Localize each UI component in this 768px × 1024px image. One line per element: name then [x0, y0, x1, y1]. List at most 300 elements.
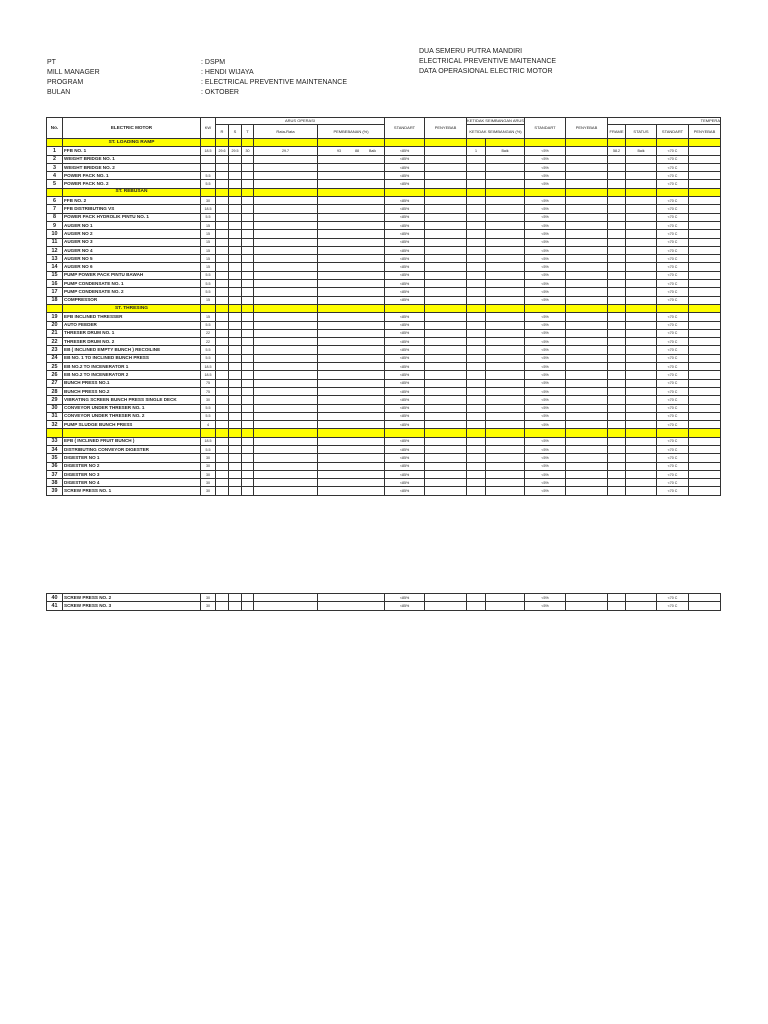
current-r	[216, 205, 229, 213]
current-r	[216, 462, 229, 470]
load-standard: <85%	[385, 255, 425, 263]
imbalance-cause	[566, 263, 608, 271]
temp-cause	[689, 412, 721, 420]
motor-name: WEIGHT BRIDGE NO. 2	[63, 163, 201, 171]
imbalance-cause	[566, 172, 608, 180]
load-percent	[318, 197, 385, 205]
current-t	[242, 221, 254, 229]
imbalance-value	[467, 172, 486, 180]
load-standard: <85%	[385, 445, 425, 453]
table-row	[47, 296, 721, 304]
imbalance-cause	[566, 230, 608, 238]
row-no: 10	[47, 230, 63, 238]
imbalance-cause	[566, 354, 608, 362]
imbalance-cause	[566, 379, 608, 387]
current-s	[229, 230, 242, 238]
motor-kw: 30	[201, 602, 216, 610]
current-t	[242, 379, 254, 387]
section-cell	[63, 429, 201, 437]
value-bulan: : OKTOBER	[201, 89, 239, 96]
table-row	[47, 147, 721, 155]
load-standard: <85%	[385, 387, 425, 395]
header-standart-3: STANDART	[657, 125, 689, 139]
motor-kw: 30	[201, 479, 216, 487]
imbalance-cause	[566, 180, 608, 188]
temp-cause	[689, 147, 721, 155]
section-cell	[425, 139, 467, 147]
section-cell	[689, 429, 721, 437]
value-program: : ELECTRICAL PREVENTIVE MAINTENANCE	[201, 79, 347, 86]
load-percent	[318, 246, 385, 254]
imbalance-status	[486, 221, 525, 229]
load-standard: <85%	[385, 205, 425, 213]
load-value: 93	[337, 148, 341, 153]
load-percent	[318, 230, 385, 238]
load-cause	[425, 346, 467, 354]
imbalance-standard: <5%	[525, 255, 566, 263]
current-t	[242, 255, 254, 263]
table-row	[47, 313, 721, 321]
motor-name: PUMP POWER PACK PINTU BAWAH	[63, 271, 201, 279]
imbalance-standard: <5%	[525, 404, 566, 412]
load-percent	[318, 470, 385, 478]
load-cause	[425, 271, 467, 279]
imbalance-value	[467, 421, 486, 429]
current-r	[216, 470, 229, 478]
current-s	[229, 387, 242, 395]
temp-frame	[608, 221, 626, 229]
load-standard: <85%	[385, 371, 425, 379]
imbalance-standard: <5%	[525, 296, 566, 304]
motor-kw: 18.5	[201, 437, 216, 445]
imbalance-cause	[566, 255, 608, 263]
imbalance-value	[467, 288, 486, 296]
temp-status	[626, 338, 657, 346]
section-cell	[318, 139, 385, 147]
temp-frame	[608, 479, 626, 487]
section-cell	[47, 429, 63, 437]
current-average	[254, 487, 318, 495]
load-cause	[425, 263, 467, 271]
current-s	[229, 321, 242, 329]
current-r	[216, 379, 229, 387]
row-no: 27	[47, 379, 63, 387]
temp-standard: <70 C	[657, 445, 689, 453]
header-s: S	[229, 125, 242, 139]
current-s	[229, 421, 242, 429]
load-standard: <85%	[385, 213, 425, 221]
motor-table-continued	[46, 593, 721, 611]
table-row	[47, 379, 721, 387]
temp-cause	[689, 371, 721, 379]
imbalance-value	[467, 371, 486, 379]
row-no: 19	[47, 313, 63, 321]
table-row	[47, 371, 721, 379]
current-average	[254, 445, 318, 453]
temp-cause	[689, 338, 721, 346]
load-cause	[425, 470, 467, 478]
imbalance-value	[467, 271, 486, 279]
imbalance-cause	[566, 363, 608, 371]
temp-status	[626, 445, 657, 453]
load-standard: <85%	[385, 155, 425, 163]
load-value-2: 88	[355, 148, 359, 153]
load-standard: <85%	[385, 602, 425, 610]
imbalance-standard: <5%	[525, 221, 566, 229]
motor-name: EB NO.2 TO INCENERATOR 2	[63, 371, 201, 379]
imbalance-status	[486, 454, 525, 462]
current-r	[216, 602, 229, 610]
imbalance-status	[486, 354, 525, 362]
section-cell	[626, 304, 657, 312]
current-s	[229, 329, 242, 337]
load-percent	[318, 238, 385, 246]
section-cell	[201, 429, 216, 437]
temp-frame	[608, 321, 626, 329]
temp-standard: <70 C	[657, 321, 689, 329]
motor-name: VIBRATING SCREEN BUNCH PRESS SINGLE DECK	[63, 396, 201, 404]
imbalance-standard: <5%	[525, 462, 566, 470]
imbalance-status	[486, 321, 525, 329]
imbalance-value	[467, 205, 486, 213]
current-r	[216, 271, 229, 279]
row-no: 24	[47, 354, 63, 362]
header-frame: FRAME	[608, 125, 626, 139]
header-standart-1: STANDART	[385, 118, 425, 139]
temp-standard: <70 C	[657, 602, 689, 610]
load-cause	[425, 371, 467, 379]
motor-name: BUNCH PRESS NO.1	[63, 379, 201, 387]
imbalance-cause	[566, 205, 608, 213]
current-r	[216, 346, 229, 354]
current-s	[229, 205, 242, 213]
temp-frame	[608, 329, 626, 337]
section-cell	[608, 188, 626, 196]
imbalance-status	[486, 487, 525, 495]
table-row	[47, 602, 721, 610]
imbalance-status	[486, 155, 525, 163]
imbalance-standard: <5%	[525, 338, 566, 346]
current-t	[242, 421, 254, 429]
imbalance-status	[486, 379, 525, 387]
row-no: 33	[47, 437, 63, 445]
temp-status	[626, 221, 657, 229]
company-header	[419, 47, 556, 77]
temp-status	[626, 387, 657, 395]
table-row	[47, 346, 721, 354]
motor-name: DIGESTER NO 4	[63, 479, 201, 487]
current-t	[242, 163, 254, 171]
imbalance-status	[486, 197, 525, 205]
temp-frame	[608, 213, 626, 221]
load-cause	[425, 213, 467, 221]
motor-kw: 5.5	[201, 280, 216, 288]
imbalance-cause	[566, 404, 608, 412]
section-cell	[385, 429, 425, 437]
imbalance-value	[467, 479, 486, 487]
temp-standard: <70 C	[657, 147, 689, 155]
imbalance-standard: <5%	[525, 155, 566, 163]
table-row	[47, 354, 721, 362]
current-s	[229, 404, 242, 412]
imbalance-value	[467, 396, 486, 404]
load-standard: <85%	[385, 296, 425, 304]
temp-status	[626, 412, 657, 420]
row-no: 23	[47, 346, 63, 354]
current-t	[242, 412, 254, 420]
section-cell	[467, 304, 486, 312]
temp-frame	[608, 462, 626, 470]
load-percent	[318, 396, 385, 404]
temp-cause	[689, 421, 721, 429]
load-cause	[425, 238, 467, 246]
current-s	[229, 338, 242, 346]
motor-name: THRESER DRUM NO. 2	[63, 338, 201, 346]
current-r	[216, 230, 229, 238]
temp-standard: <70 C	[657, 396, 689, 404]
temp-status	[626, 354, 657, 362]
section-cell	[689, 139, 721, 147]
temp-standard: <70 C	[657, 371, 689, 379]
imbalance-status	[486, 404, 525, 412]
motor-kw: 30	[201, 594, 216, 602]
header-pembebanan: PEMBEBANAN (%)	[318, 125, 385, 139]
section-cell	[318, 429, 385, 437]
imbalance-value	[467, 313, 486, 321]
load-standard: <85%	[385, 321, 425, 329]
temp-standard: <70 C	[657, 329, 689, 337]
row-no: 16	[47, 280, 63, 288]
load-standard: <85%	[385, 230, 425, 238]
current-t	[242, 454, 254, 462]
imbalance-value	[467, 163, 486, 171]
temp-frame	[608, 363, 626, 371]
imbalance-cause	[566, 387, 608, 395]
current-s	[229, 594, 242, 602]
table-row	[47, 404, 721, 412]
temp-cause	[689, 221, 721, 229]
load-percent	[318, 280, 385, 288]
imbalance-value	[467, 412, 486, 420]
section-cell	[318, 304, 385, 312]
load-percent	[318, 594, 385, 602]
load-standard: <85%	[385, 271, 425, 279]
section-cell	[216, 429, 229, 437]
table-row	[47, 479, 721, 487]
current-average	[254, 404, 318, 412]
temp-frame	[608, 387, 626, 395]
table-row	[47, 454, 721, 462]
imbalance-cause	[566, 594, 608, 602]
temp-frame	[608, 288, 626, 296]
temp-frame	[608, 421, 626, 429]
imbalance-status	[486, 238, 525, 246]
load-standard: <85%	[385, 280, 425, 288]
current-s	[229, 354, 242, 362]
load-percent	[318, 454, 385, 462]
row-no: 5	[47, 180, 63, 188]
motor-name: POWER PACK NO. 1	[63, 172, 201, 180]
imbalance-cause	[566, 313, 608, 321]
load-standard: <85%	[385, 346, 425, 354]
load-standard: <85%	[385, 421, 425, 429]
imbalance-standard: <5%	[525, 346, 566, 354]
motor-name: DISTRIBUTING CONVEYOR DIGESTER	[63, 445, 201, 453]
load-percent	[318, 147, 385, 155]
temp-cause	[689, 263, 721, 271]
imbalance-cause	[566, 288, 608, 296]
load-standard: <85%	[385, 379, 425, 387]
current-average	[254, 213, 318, 221]
temp-cause	[689, 354, 721, 362]
load-standard: <85%	[385, 238, 425, 246]
motor-kw: 75	[201, 387, 216, 395]
motor-name: SCREW PRESS NO. 1	[63, 487, 201, 495]
motor-kw: 30	[201, 454, 216, 462]
temp-standard: <70 C	[657, 487, 689, 495]
current-r	[216, 246, 229, 254]
load-percent	[318, 479, 385, 487]
current-average	[254, 329, 318, 337]
current-t	[242, 479, 254, 487]
header-arus-operasi: ARUS OPERASI	[216, 118, 385, 125]
header-penyebab-1: PENYEBAB	[425, 118, 467, 139]
header-standart-2: STANDART	[525, 118, 566, 139]
temp-cause	[689, 271, 721, 279]
temp-cause	[689, 454, 721, 462]
imbalance-cause	[566, 338, 608, 346]
load-cause	[425, 172, 467, 180]
section-row-loading-ramp	[47, 139, 721, 147]
current-s	[229, 271, 242, 279]
load-cause	[425, 421, 467, 429]
section-cell	[657, 188, 689, 196]
row-no: 38	[47, 479, 63, 487]
section-cell	[254, 304, 318, 312]
current-average	[254, 238, 318, 246]
motor-name: COMPRESSOR	[63, 296, 201, 304]
motor-kw	[201, 155, 216, 163]
temp-standard: <70 C	[657, 363, 689, 371]
header-labels	[47, 58, 100, 98]
current-r	[216, 280, 229, 288]
imbalance-cause	[566, 296, 608, 304]
current-t	[242, 363, 254, 371]
temp-frame	[608, 338, 626, 346]
load-cause	[425, 437, 467, 445]
temp-status	[626, 246, 657, 254]
section-label: ST. LOADING RAMP	[63, 139, 201, 147]
section-cell	[385, 304, 425, 312]
row-no: 26	[47, 371, 63, 379]
load-cause	[425, 396, 467, 404]
current-r	[216, 445, 229, 453]
motor-kw: 15	[201, 263, 216, 271]
imbalance-status	[486, 205, 525, 213]
motor-kw: 5.5	[201, 412, 216, 420]
temp-frame	[608, 263, 626, 271]
current-average	[254, 338, 318, 346]
load-standard: <85%	[385, 454, 425, 462]
current-r	[216, 387, 229, 395]
row-no: 35	[47, 454, 63, 462]
row-no: 29	[47, 396, 63, 404]
load-standard: <85%	[385, 246, 425, 254]
motor-kw: 15	[201, 230, 216, 238]
imbalance-value	[467, 454, 486, 462]
imbalance-cause	[566, 346, 608, 354]
load-cause	[425, 454, 467, 462]
temp-frame	[608, 346, 626, 354]
imbalance-value	[467, 329, 486, 337]
temp-status	[626, 263, 657, 271]
current-r	[216, 296, 229, 304]
motor-kw: 30	[201, 470, 216, 478]
imbalance-cause	[566, 246, 608, 254]
imbalance-cause	[566, 445, 608, 453]
temp-standard: <70 C	[657, 421, 689, 429]
imbalance-value	[467, 321, 486, 329]
section-cell	[242, 188, 254, 196]
imbalance-value	[467, 338, 486, 346]
load-percent	[318, 421, 385, 429]
section-cell	[566, 188, 608, 196]
current-s: 29.5	[229, 147, 242, 155]
temp-standard: <70 C	[657, 404, 689, 412]
motor-kw: 15	[201, 246, 216, 254]
row-no: 32	[47, 421, 63, 429]
load-standard: <85%	[385, 163, 425, 171]
motor-name: SCREW PRESS NO. 3	[63, 602, 201, 610]
load-percent	[318, 487, 385, 495]
current-average	[254, 437, 318, 445]
imbalance-cause	[566, 421, 608, 429]
temp-standard: <70 C	[657, 280, 689, 288]
temp-status	[626, 437, 657, 445]
load-percent	[318, 412, 385, 420]
imbalance-standard: <5%	[525, 437, 566, 445]
imbalance-status	[486, 437, 525, 445]
imbalance-standard: <5%	[525, 172, 566, 180]
current-average	[254, 296, 318, 304]
temp-standard: <70 C	[657, 172, 689, 180]
section-cell	[467, 188, 486, 196]
temp-cause	[689, 155, 721, 163]
table-row	[47, 205, 721, 213]
table-row	[47, 246, 721, 254]
imbalance-cause	[566, 479, 608, 487]
current-average	[254, 172, 318, 180]
imbalance-status	[486, 296, 525, 304]
imbalance-cause	[566, 221, 608, 229]
current-t	[242, 602, 254, 610]
temp-standard: <70 C	[657, 213, 689, 221]
imbalance-cause	[566, 487, 608, 495]
imbalance-status	[486, 346, 525, 354]
current-s	[229, 470, 242, 478]
current-t	[242, 271, 254, 279]
load-percent	[318, 445, 385, 453]
current-average	[254, 454, 318, 462]
current-average	[254, 479, 318, 487]
motor-kw: 15	[201, 296, 216, 304]
temp-frame	[608, 230, 626, 238]
imbalance-value	[467, 594, 486, 602]
row-no: 3	[47, 163, 63, 171]
motor-kw: 5.5	[201, 180, 216, 188]
row-no: 22	[47, 338, 63, 346]
load-cause	[425, 487, 467, 495]
